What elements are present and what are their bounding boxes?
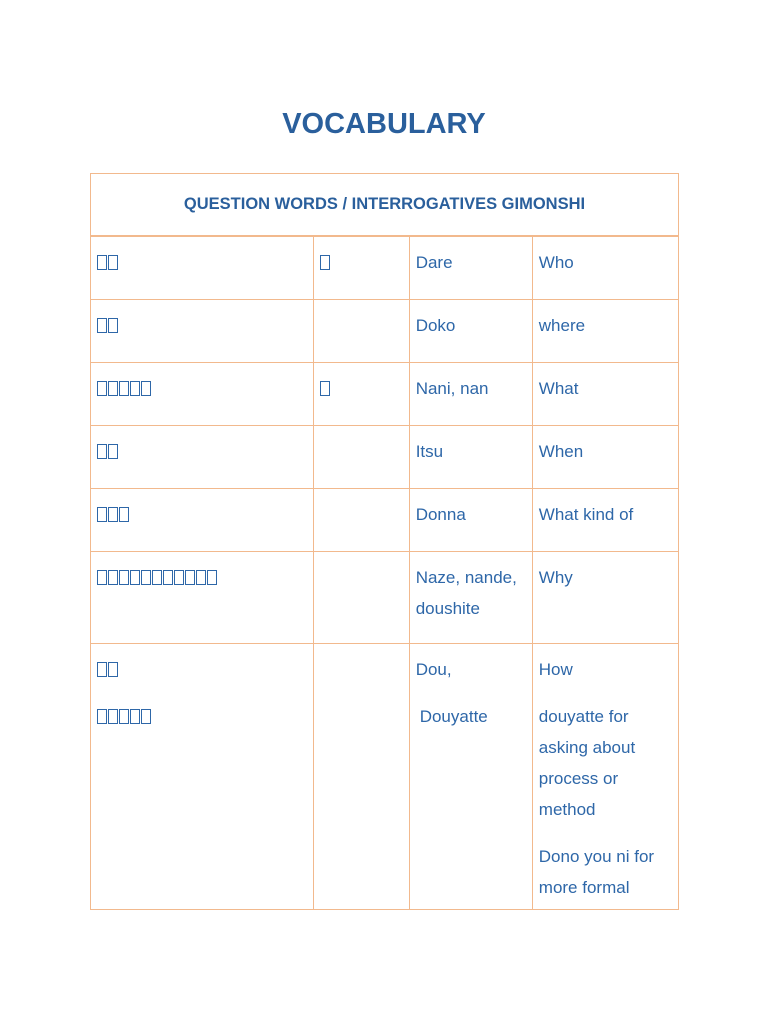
romaji-text: Itsu — [415, 442, 444, 461]
english-text: When — [538, 442, 584, 461]
table-row — [91, 552, 679, 644]
kanji-cell — [314, 300, 410, 363]
table-header: QUESTION WORDS / INTERROGATIVES GIMONSHI — [91, 174, 679, 237]
kanji-cell — [314, 236, 410, 300]
missing-glyph-box — [141, 570, 151, 585]
missing-glyph-box — [320, 255, 330, 270]
kanji-word — [320, 552, 403, 599]
romaji-cell — [409, 300, 532, 363]
japanese-word — [97, 300, 307, 347]
romaji-cell — [409, 552, 532, 644]
missing-glyph-box — [130, 709, 140, 724]
romaji-cell — [409, 363, 532, 426]
missing-glyph-box — [130, 570, 140, 585]
english-cell — [532, 644, 678, 910]
romaji-text: Dou, — [415, 660, 452, 679]
missing-glyph-box — [97, 709, 107, 724]
vocabulary-table — [90, 173, 679, 910]
kanji-word — [320, 644, 403, 691]
japanese-cell — [91, 644, 314, 910]
japanese-cell — [91, 552, 314, 644]
missing-glyph-box — [97, 570, 107, 585]
japanese-cell — [91, 489, 314, 552]
japanese-word — [97, 489, 307, 536]
missing-glyph-box — [97, 444, 107, 459]
missing-glyph-box — [108, 662, 118, 677]
japanese-word — [97, 363, 307, 410]
japanese-word — [97, 552, 307, 599]
english-cell — [532, 489, 678, 552]
japanese-word — [97, 654, 307, 685]
kanji-word — [320, 426, 403, 473]
romaji-text: Donna — [415, 505, 466, 524]
english-text: What — [538, 379, 579, 398]
missing-glyph-box — [97, 318, 107, 333]
table-row — [91, 489, 679, 552]
missing-glyph-box — [185, 570, 195, 585]
japanese-cell — [91, 426, 314, 489]
romaji-text: Doko — [415, 316, 456, 335]
japanese-word — [97, 426, 307, 473]
english-cell — [532, 552, 678, 644]
english-text: Who — [538, 253, 574, 272]
english-cell — [532, 236, 678, 300]
missing-glyph-box — [174, 570, 184, 585]
missing-glyph-box — [163, 570, 173, 585]
missing-glyph-box — [141, 709, 151, 724]
missing-glyph-box — [97, 255, 107, 270]
english-text: douyatte for asking about process or method — [538, 707, 636, 819]
page-title: VOCABULARY — [282, 108, 486, 140]
romaji-cell — [409, 644, 532, 910]
missing-glyph-box — [108, 255, 118, 270]
kanji-cell — [314, 552, 410, 644]
english-cell — [532, 363, 678, 426]
missing-glyph-box — [108, 570, 118, 585]
kanji-word — [320, 237, 403, 284]
english-text: where — [538, 316, 586, 335]
romaji-text: Naze, nande, doushite — [415, 568, 517, 618]
missing-glyph-box — [108, 444, 118, 459]
missing-glyph-box — [141, 381, 151, 396]
kanji-cell — [314, 489, 410, 552]
kanji-cell — [314, 644, 410, 910]
romaji-text: Nani, nan — [415, 379, 489, 398]
romaji-cell — [409, 426, 532, 489]
missing-glyph-box — [97, 507, 107, 522]
english-text: Why — [538, 568, 573, 587]
kanji-cell — [314, 363, 410, 426]
missing-glyph-box — [108, 381, 118, 396]
romaji-cell — [409, 236, 532, 300]
english-text: What kind of — [538, 505, 634, 524]
english-text: Dono you ni for more formal — [538, 847, 655, 897]
missing-glyph-box — [97, 381, 107, 396]
missing-glyph-box — [108, 709, 118, 724]
table-row — [91, 363, 679, 426]
missing-glyph-box — [196, 570, 206, 585]
missing-glyph-box — [130, 381, 140, 396]
japanese-cell — [91, 363, 314, 426]
missing-glyph-box — [207, 570, 217, 585]
table-row — [91, 426, 679, 489]
missing-glyph-box — [108, 318, 118, 333]
missing-glyph-box — [320, 381, 330, 396]
japanese-word — [97, 237, 307, 284]
table-row — [91, 644, 679, 910]
missing-glyph-box — [119, 381, 129, 396]
japanese-cell — [91, 236, 314, 300]
japanese-word — [97, 701, 307, 732]
english-cell — [532, 426, 678, 489]
romaji-text: Dare — [415, 253, 453, 272]
kanji-word — [320, 363, 403, 410]
table-row — [91, 236, 679, 300]
romaji-cell — [409, 489, 532, 552]
missing-glyph-box — [152, 570, 162, 585]
kanji-word — [320, 300, 403, 347]
missing-glyph-box — [119, 570, 129, 585]
missing-glyph-box — [119, 709, 129, 724]
english-text: How — [538, 660, 573, 679]
kanji-cell — [314, 426, 410, 489]
missing-glyph-box — [108, 507, 118, 522]
japanese-cell — [91, 300, 314, 363]
table-row — [91, 300, 679, 363]
romaji-text: Douyatte — [419, 707, 488, 726]
kanji-word — [320, 489, 403, 536]
missing-glyph-box — [97, 662, 107, 677]
english-cell — [532, 300, 678, 363]
table-header-row — [91, 174, 679, 237]
missing-glyph-box — [119, 507, 129, 522]
